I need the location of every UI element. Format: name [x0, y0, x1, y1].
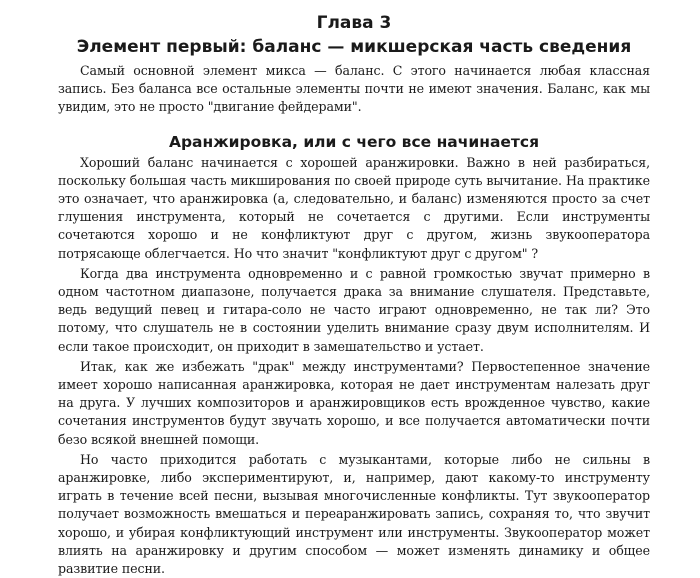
paragraph-2: Когда два инструмента одновременно и с равной громкостью звучат примерно в одном частотном диапазоне, получается драка за внимание слушателя. Представьте, ведь ведущий певец и гитара-соло не часто играют одновременно, не так ли? Это потому, что слушатель не в состоянии уделить внимание сразу двум исполнителям. И если такое происходит, он приходит в замешательство и устает. [58, 265, 650, 354]
paragraph-3: Итак, как же избежать "драк" между инструментами? Первостепенное значение имеет хорошо написанная аранжировка, которая не дает инструментам налезать друг на друга. У лучших композиторов и аранжировщиков есть врожденное чувство, какие сочетания инструментов будут звучать хорошо, и все получается автоматически почти безо всякой внешней помощи. [58, 358, 650, 447]
intro-paragraph: Самый основной элемент микса — баланс. С этого начинается любая классная запись. Без баланса все остальные элементы почти не имеют значения. Баланс, как мы увидим, это не просто "двигание фейдерами". [58, 63, 650, 115]
paragraph-1: Хороший баланс начинается с хорошей аранжировки. Важно в ней разбираться, поскольку большая часть микширования по своей природе суть вычитание. На практике это означает, что аранжировка (а, следовательно, и баланс) изменяются просто за счет глушения инструмента, который не сочетается с другими. Если инструменты сочетаются хорошо и не конфликтуют друг с другом, жизнь звукооператора потрясающе облегчается. Но что значит "конфликтуют друг с другом" ? [58, 154, 650, 261]
section-title: Аранжировка, или с чего все начинается [168, 132, 540, 151]
chapter-label: Глава 3 [316, 13, 392, 33]
paragraph-4: Но часто приходится работать с музыкантами, которые либо не сильны в аранжировке, либо экспериментируют, и, например, дают какому-то инструменту играть в течение всей песни, вызывая многочисленные конфликты. Тут звукооператор получает возможность вмешаться и переаранжировать запись, сохраняя то, что звучит хорошо, и убирая конфликтующий инструмент или инструменты. Звукооператор может влиять на аранжировку и другим способом — может изменять динамику и общее развитие песни. [58, 451, 650, 577]
chapter-title: Элемент первый: баланс — микшерская часть сведения [76, 37, 632, 57]
